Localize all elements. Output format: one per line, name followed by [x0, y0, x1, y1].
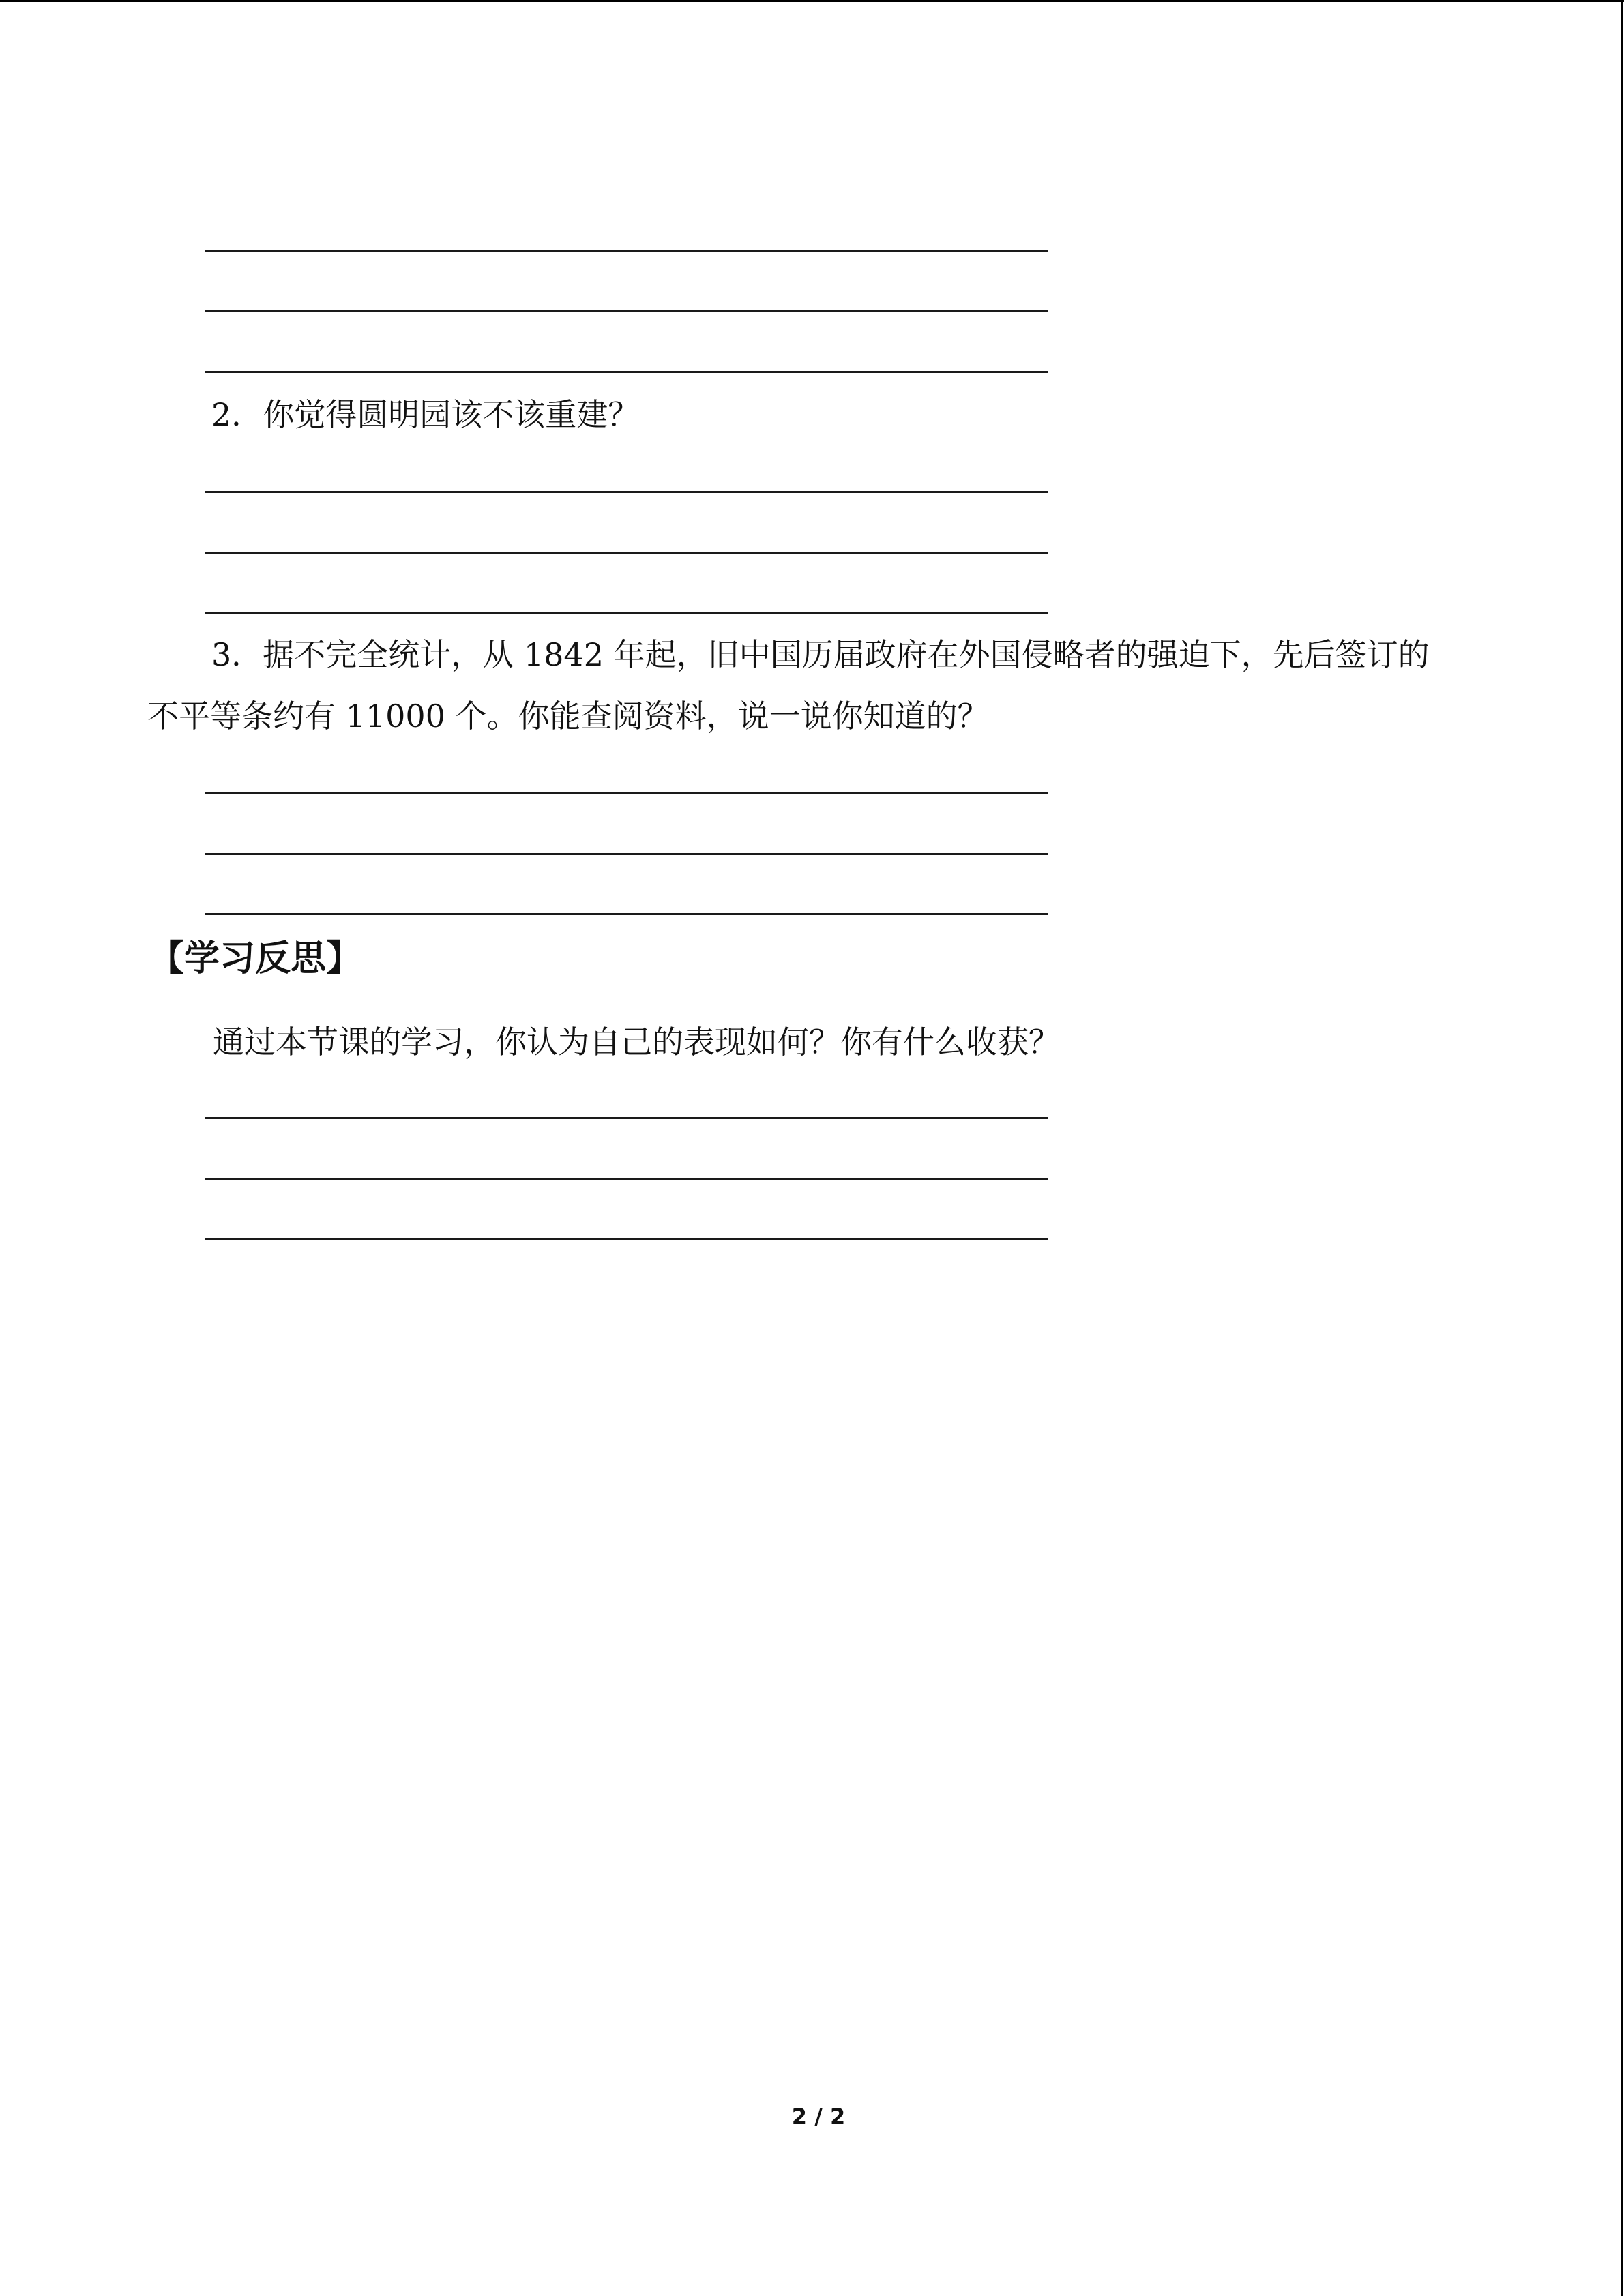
answer-line — [205, 792, 1048, 794]
answer-line — [205, 913, 1048, 915]
page-number: 2 / 2 — [791, 2104, 846, 2130]
page-right-border — [1621, 0, 1623, 2296]
answer-line — [205, 310, 1048, 312]
page-top-border — [0, 0, 1624, 2]
answer-line — [205, 491, 1048, 493]
question-2-text: 你觉得圆明园该不该重建？ — [263, 396, 640, 433]
question-3-text-line-1: 据不完全统计，从 1842 年起，旧中国历届政府在外国侵略者的强迫下，先后签订的 — [263, 636, 1430, 673]
reflection-heading: 【学习反思】 — [149, 938, 362, 979]
answer-line — [205, 853, 1048, 855]
answer-line — [205, 552, 1048, 554]
answer-line — [205, 1238, 1048, 1240]
answer-line — [205, 250, 1048, 252]
answer-line — [205, 1178, 1048, 1180]
question-2-number: 2． — [211, 396, 263, 433]
answer-line — [205, 612, 1048, 614]
answer-line — [205, 371, 1048, 373]
question-3-number: 3． — [211, 636, 263, 673]
question-3-line-2: 不平等条约有 11000 个。你能查阅资料，说一说你知道的？ — [147, 698, 989, 734]
answer-line — [205, 1117, 1048, 1119]
question-3-line-1 — [211, 636, 1430, 674]
reflection-prompt: 通过本节课的学习，你认为自己的表现如何？你有什么收获？ — [213, 1024, 1060, 1060]
question-2 — [211, 396, 639, 434]
